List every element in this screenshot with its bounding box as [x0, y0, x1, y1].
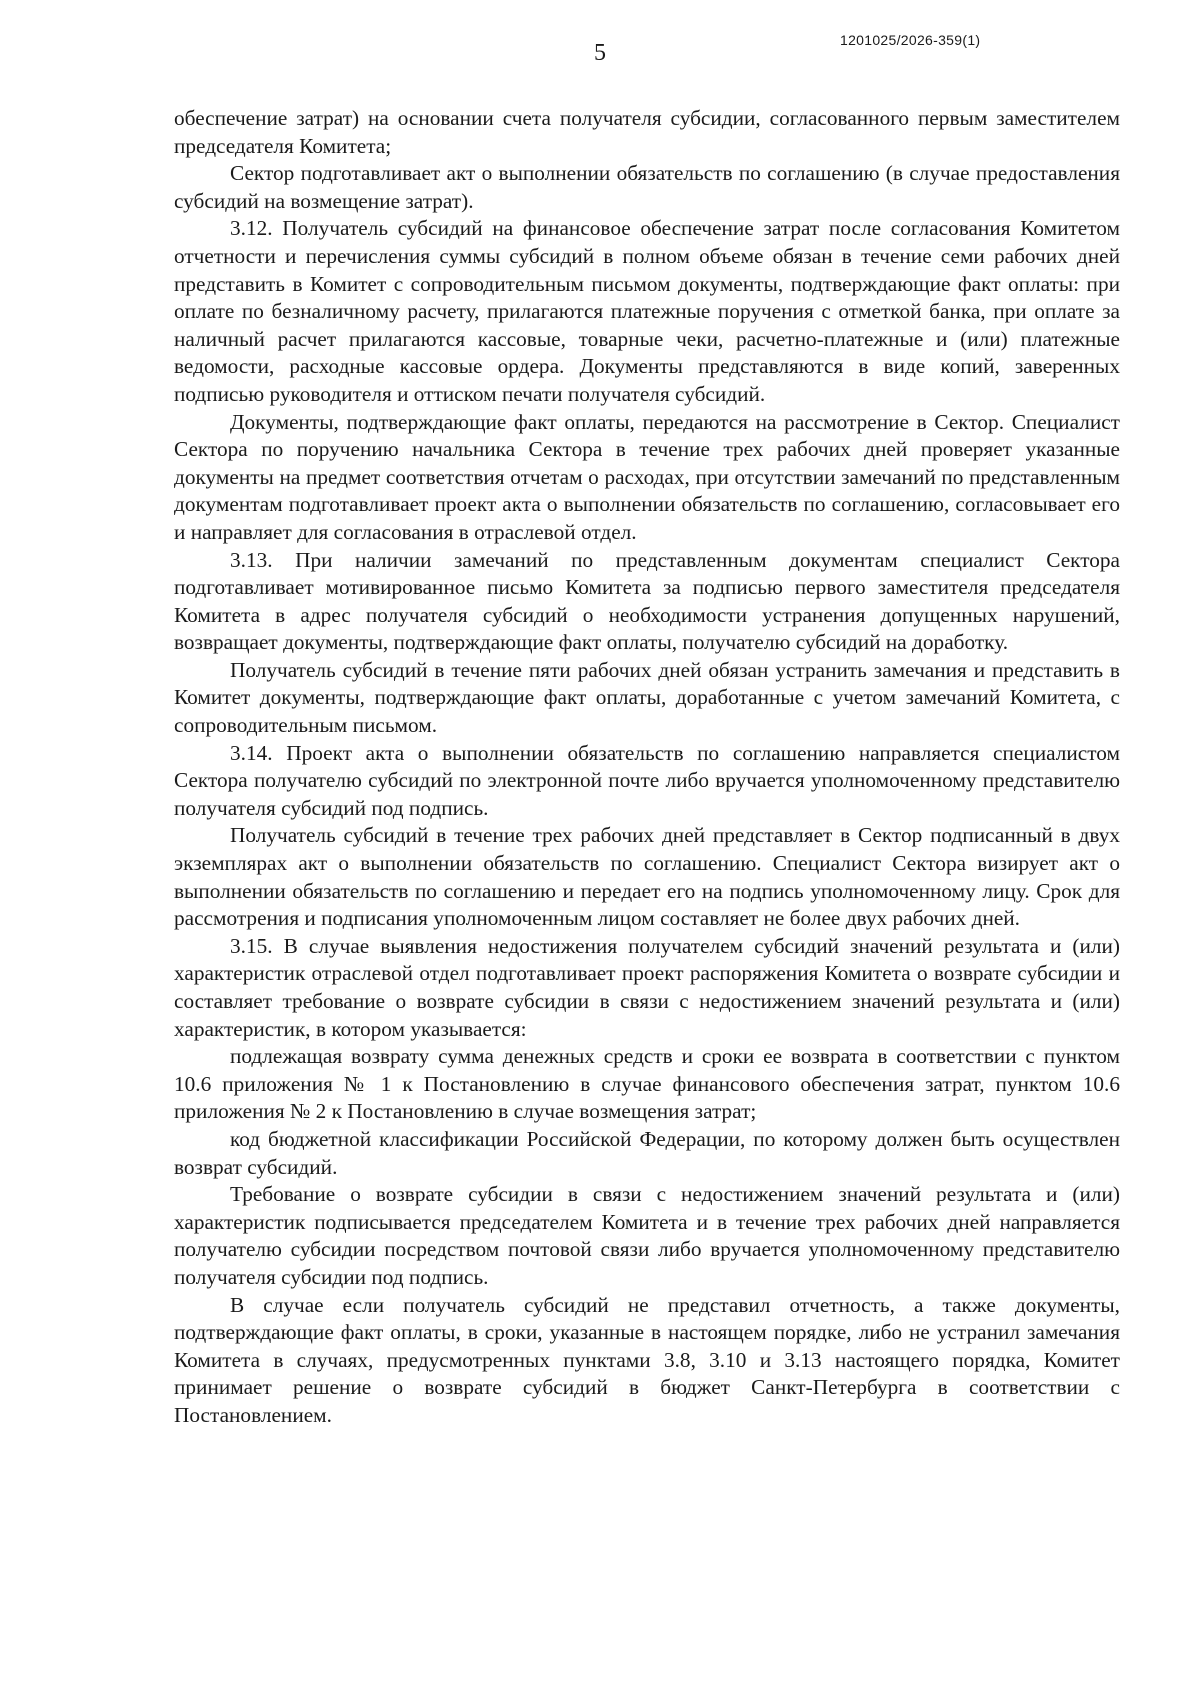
document-body [174, 105, 1120, 1430]
paragraph: подлежащая возврату сумма денежных средств и сроки ее возврата в соответствии с пунктом 10.6 приложения № 1 к Постановлению в случае финансового обеспечения затрат, пунктом 10.6 приложения № 2 к Постановлению в случае возмещения затрат; [174, 1044, 1120, 1124]
paragraph-3-15: 3.15. В случае выявления недостижения получателем субсидий значений результата и (или) характеристик отраслевой отдел подготавливает проект распоряжения Комитета о возврате субсидии и составляет требование о возврате субсидии в связи с недостижением значений результата и (или) характеристик, в котором указывается: [174, 933, 1120, 1041]
document-id: 1201025/2026-359(1) [840, 32, 981, 48]
paragraph-3-12: 3.12. Получатель субсидий на финансовое обеспечение затрат после согласования Комитетом отчетности и перечисления суммы субсидий в полном объеме обязан в течение семи рабочих дней представить в Комитет с сопроводительным письмом документы, подтверждающие факт оплаты: при оплате по безналичному расчету, прилагаются платежные поручения с отметкой банка, при оплате за наличный расчет прилагаются кассовые, товарные чеки, расчетно-платежные и (или) платежные ведомости, расходные кассовые ордера. Документы представляются в виде копий, заверенных подписью руководителя и оттиском печати получателя субсидий. [174, 216, 1120, 406]
paragraph: код бюджетной классификации Российской Федерации, по которому должен быть осуществлен возврат субсидий. [174, 1126, 1120, 1179]
paragraph: В случае если получатель субсидий не представил отчетность, а также документы, подтверждающие факт оплаты, в сроки, указанные в настоящем порядке, либо не устранил замечания Комитета в случаях, предусмотренных пунктами 3.8, 3.10 и 3.13 настоящего порядка, Комитет принимает решение о возврате субсидий в бюджет Санкт-Петербурга в соответствии с Постановлением. [174, 1292, 1120, 1427]
paragraph: обеспечение затрат) на основании счета получателя субсидии, согласованного первым заместителем председателя Комитета; [174, 106, 1120, 158]
paragraph: Получатель субсидий в течение пяти рабочих дней обязан устранить замечания и представить в Комитет документы, подтверждающие факт оплаты, доработанные с учетом замечаний Комитета, с сопроводительным письмом. [174, 657, 1120, 738]
paragraph: Документы, подтверждающие факт оплаты, передаются на рассмотрение в Сектор. Специалист Сектора по поручению начальника Сектора в течение трех рабочих дней проверяет указанные документы на предмет соответствия отчетам о расходах, при отсутствии замечаний по представленным документам подготавливает проект акта о выполнении обязательств по соглашению, согласовывает его и направляет для согласования в отраслевой отдел. [174, 409, 1120, 544]
page-number: 5 [594, 40, 606, 66]
paragraph: Сектор подготавливает акт о выполнении обязательств по соглашению (в случае предоставления субсидий на возмещение затрат). [174, 161, 1120, 213]
paragraph-3-14: 3.14. Проект акта о выполнении обязательств по соглашению направляется специалистом Сектора получателю субсидий по электронной почте либо вручается уполномоченному представителю получателя субсидий под подпись. [174, 740, 1120, 820]
paragraph: Требование о возврате субсидии в связи с недостижением значений результата и (или) характеристик подписывается председателем Комитета и в течение трех рабочих дней направляется получателю субсидии посредством почтовой связи либо вручается уполномоченному представителю получателя субсидии под подпись. [174, 1182, 1120, 1289]
paragraph-3-13: 3.13. При наличии замечаний по представленным документам специалист Сектора подготавливает мотивированное письмо Комитета за подписью первого заместителя председателя Комитета в адрес получателя субсидий о необходимости устранения допущенных нарушений, возвращает документы, подтверждающие факт оплаты, получателю субсидий на доработку. [174, 547, 1120, 655]
paragraph: Получатель субсидий в течение трех рабочих дней представляет в Сектор подписанный в двух экземплярах акт о выполнении обязательств по соглашению. Специалист Сектора визирует акт о выполнении обязательств по соглашению и передает его на подпись уполномоченному лицу. Срок для рассмотрения и подписания уполномоченным лицом составляет не более двух рабочих дней. [174, 823, 1120, 931]
